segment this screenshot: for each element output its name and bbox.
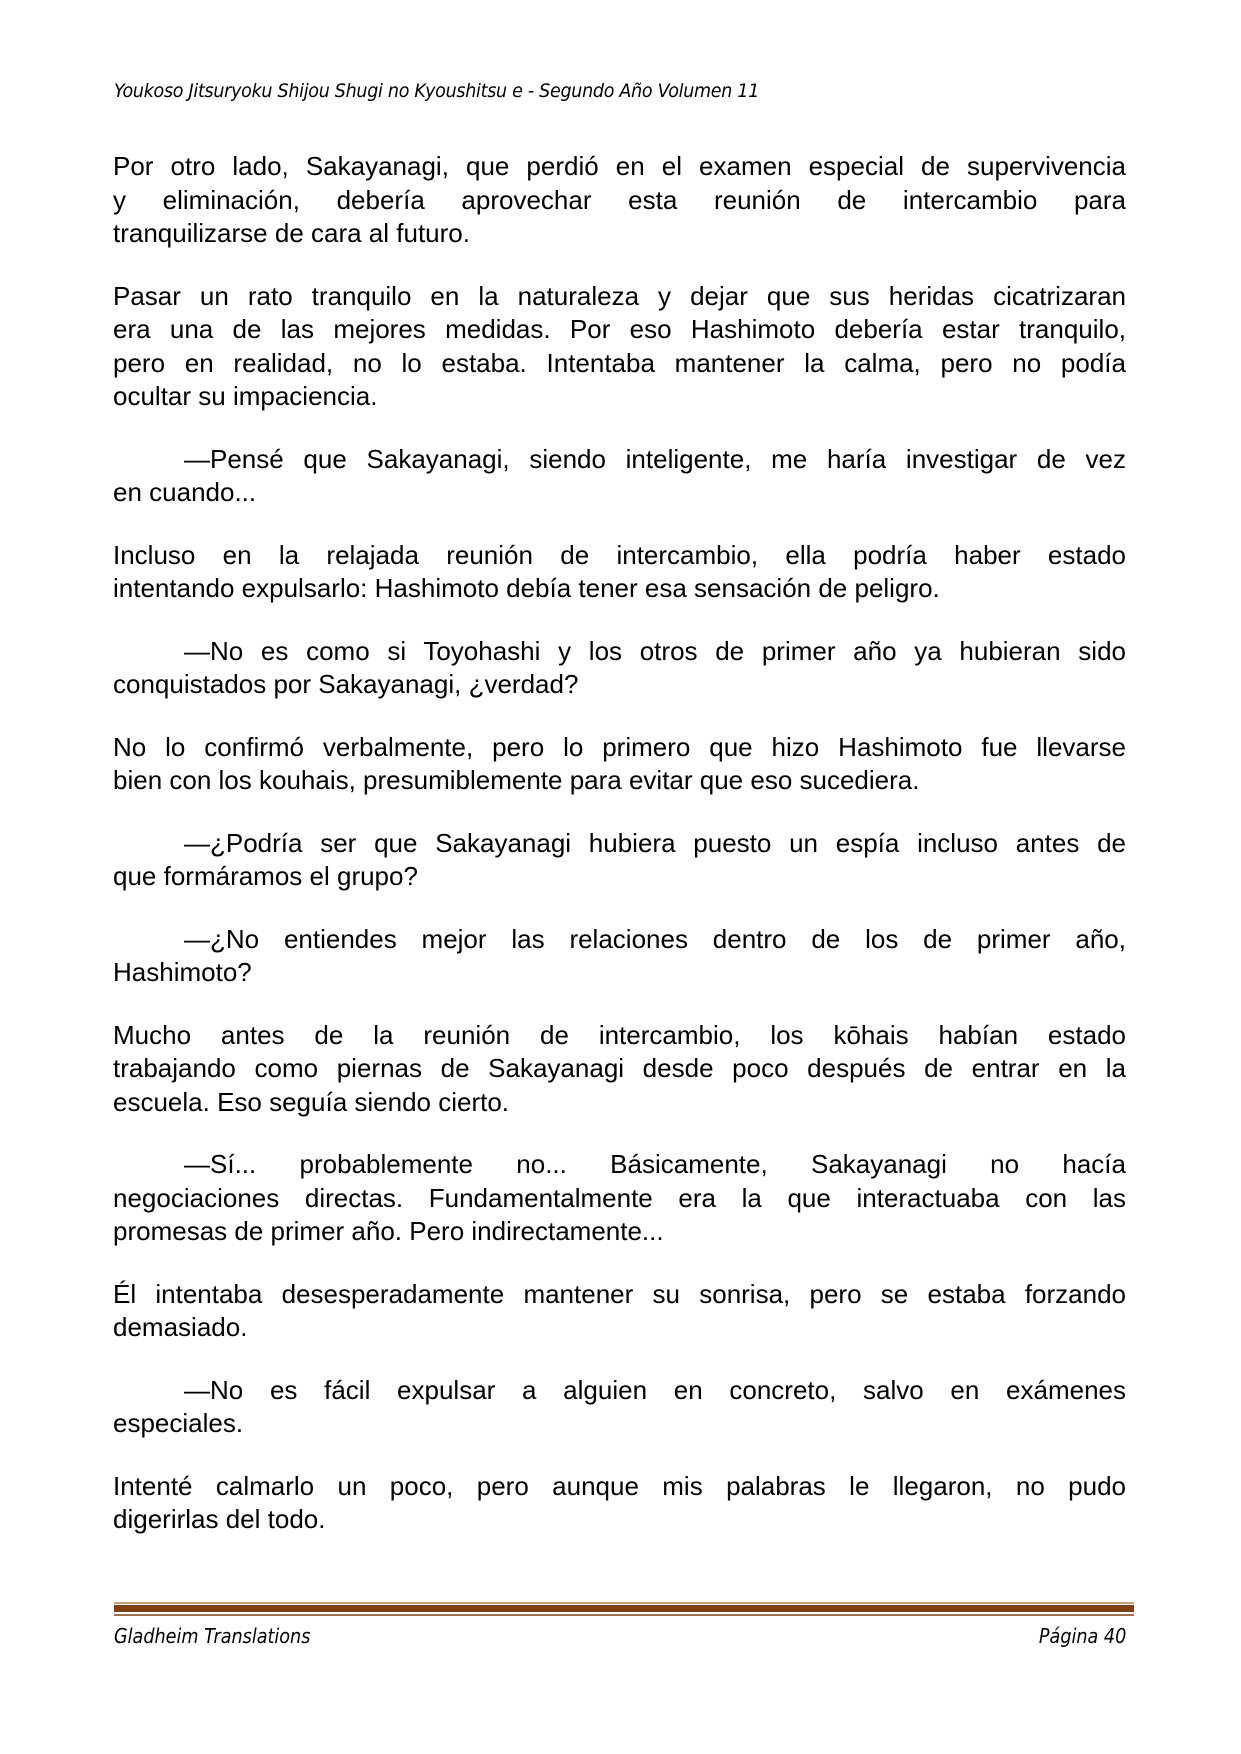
dialogue-paragraph (113, 1374, 1126, 1441)
text-line: promesas de primer año. Pero indirectamente... (113, 1216, 664, 1246)
dialogue-paragraph (113, 923, 1126, 990)
document-body (113, 150, 1126, 1566)
footer-rule-main (114, 1605, 1134, 1612)
text-line: ocultar su impaciencia. (113, 381, 378, 411)
text-line: Él intentaba desesperadamente mantener su sonrisa, pero se estaba forzando (113, 1278, 1126, 1309)
paragraph (113, 1278, 1126, 1345)
text-line: Por otro lado, Sakayanagi, que perdió en el examen especial de supervivencia (113, 151, 1126, 181)
dialogue-paragraph (113, 1148, 1126, 1249)
text-line: y eliminación, debería aprovechar esta reunión de intercambio para (113, 184, 1126, 215)
text-line: en cuando... (113, 477, 257, 507)
text-line: Mucho antes de la reunión de intercambio, los kōhais habían estado (113, 1019, 1126, 1050)
text-line: demasiado. (113, 1312, 248, 1342)
paragraph (113, 731, 1126, 798)
footer-rule-top (114, 1602, 1134, 1604)
text-line: Pasar un rato tranquilo en la naturaleza y dejar que sus heridas cicatrizaran (113, 280, 1126, 311)
text-line: especiales. (113, 1408, 244, 1438)
paragraph (113, 1470, 1126, 1537)
text-line: digerirlas del todo. (113, 1504, 326, 1534)
text-line: escuela. Eso seguía siendo cierto. (113, 1086, 510, 1117)
footer-rule-bottom (114, 1614, 1134, 1616)
text-line: negociaciones directas. Fundamentalmente era la que interactuaba con las (113, 1182, 1126, 1213)
text-line: Hashimoto? (113, 957, 252, 987)
paragraph (113, 150, 1126, 251)
text-line: bien con los kouhais, presumiblemente para evitar que eso sucediera. (113, 765, 920, 795)
page-number: Página 40 (1038, 1624, 1126, 1648)
dialogue-paragraph (113, 443, 1126, 510)
text-line: —No es fácil expulsar a alguien en concreto, salvo en exámenes (184, 1374, 1126, 1405)
text-line: —¿No entiendes mejor las relaciones dentro de los de primer año, (184, 923, 1126, 954)
text-line: No lo confirmó verbalmente, pero lo primero que hizo Hashimoto fue llevarse (113, 731, 1126, 762)
text-line: intentando expulsarlo: Hashimoto debía tener esa sensación de peligro. (113, 573, 940, 603)
footer-translator: Gladheim Translations (114, 1624, 311, 1648)
text-line: era una de las mejores medidas. Por eso Hashimoto debería estar tranquilo, (113, 314, 1126, 344)
dialogue-paragraph (113, 827, 1126, 894)
dialogue-paragraph (113, 635, 1126, 702)
text-line: —Sí... probablemente no... Básicamente, Sakayanagi no hacía (184, 1149, 1126, 1179)
text-line: que formáramos el grupo? (113, 861, 418, 891)
text-line: —No es como si Toyohashi y los otros de primer año ya hubieran sido (184, 635, 1126, 666)
text-line: —Pensé que Sakayanagi, siendo inteligente, me haría investigar de vez (184, 443, 1126, 474)
text-line: Incluso en la relajada reunión de intercambio, ella podría haber estado (113, 539, 1126, 570)
text-line: trabajando como piernas de Sakayanagi desde poco después de entrar en la (113, 1053, 1126, 1083)
text-line: pero en realidad, no lo estaba. Intentaba mantener la calma, pero no podía (113, 347, 1126, 378)
paragraph (113, 280, 1126, 414)
running-header: Youkoso Jitsuryoku Shijou Shugi no Kyoushitsu e - Segundo Año Volumen 11 (114, 80, 760, 102)
text-line: tranquilizarse de cara al futuro. (113, 218, 470, 248)
text-line: —¿Podría ser que Sakayanagi hubiera puesto un espía incluso antes de (184, 827, 1126, 858)
text-line: Intenté calmarlo un poco, pero aunque mis palabras le llegaron, no pudo (113, 1470, 1126, 1501)
paragraph (113, 539, 1126, 606)
paragraph (113, 1019, 1126, 1120)
text-line: conquistados por Sakayanagi, ¿verdad? (113, 669, 579, 699)
